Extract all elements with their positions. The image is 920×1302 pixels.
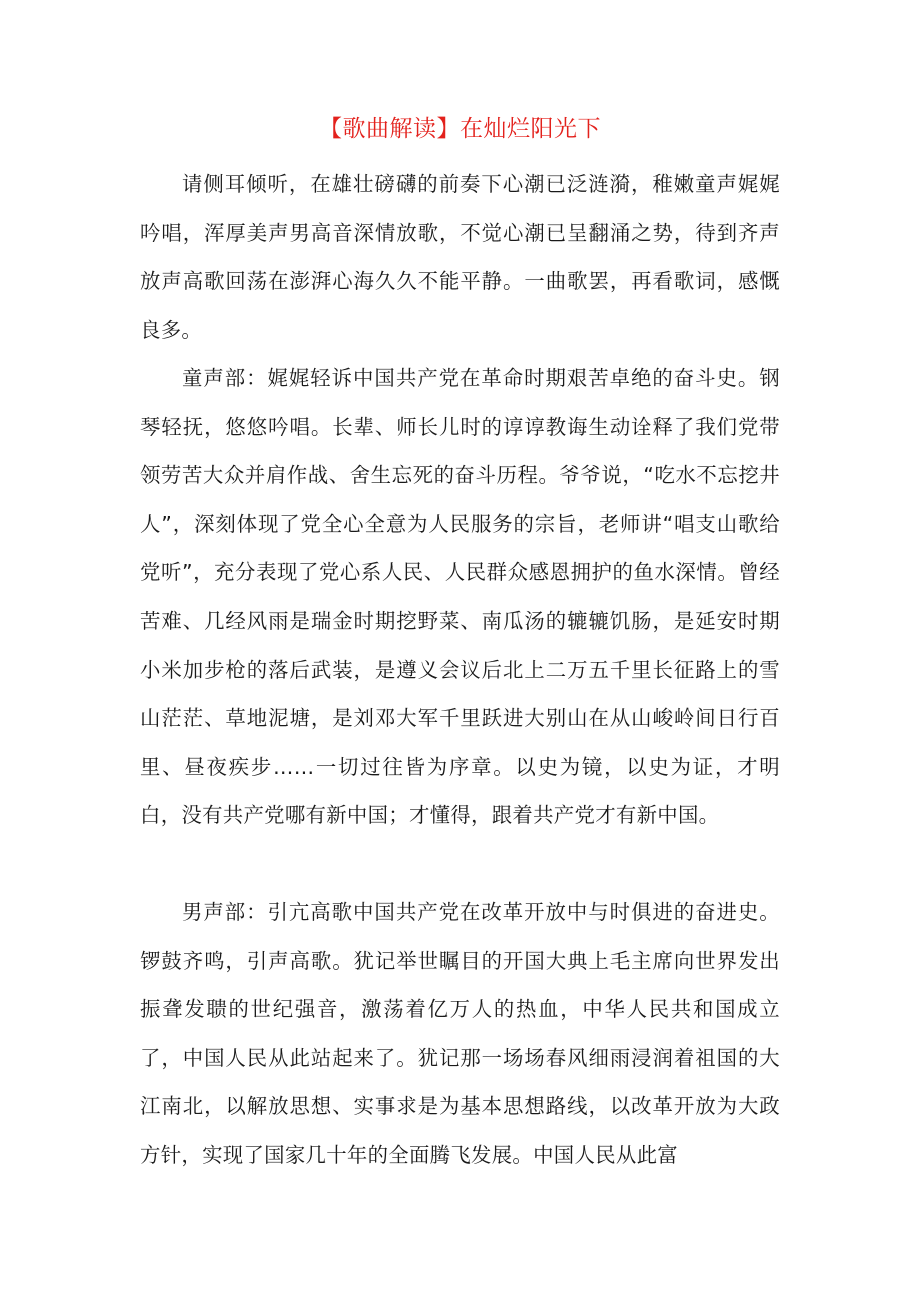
document-title: 【歌曲解读】在灿烂阳光下 — [319, 116, 601, 142]
paragraph-intro: 请侧耳倾听，在雄壮磅礴的前奏下心潮已泛涟漪，稚嫩童声娓娓吟唱，浑厚美声男高音深情放歌，不觉心潮已呈翻涌之势，待到齐声放声高歌回荡在澎湃心海久久不能平静。一曲歌罢，再看歌词，感慨良多。 — [140, 172, 780, 342]
paragraph-children-voice: 童声部：娓娓轻诉中国共产党在革命时期艰苦卓绝的奋斗史。钢琴轻抚，悠悠吟唱。长辈、师长儿时的谆谆教诲生动诠释了我们党带领劳苦大众并肩作战、舍生忘死的奋斗历程。爷爷说，“吃水不忘挖井人”，深刻体现了党全心全意为人民服务的宗旨，老师讲“唱支山歌给党听”，充分表现了党心系人民、人民群众感恩拥护的鱼水深情。曾经苦难、几经风雨是瑞金时期挖野菜、南瓜汤的辘辘饥肠，是延安时期小米加步枪的落后武装，是遵义会议后北上二万五千里长征路上的雪山茫茫、草地泥塘，是刘邓大军千里跃进大别山在从山峻岭间日行百里、昼夜疾步……一切过往皆为序章。以史为镜，以史为证，才明白，没有共产党哪有新中国；才懂得，跟着共产党才有新中国。 — [140, 366, 780, 828]
paragraph-male-voice: 男声部：引亢高歌中国共产党在改革开放中与时俱进的奋进史。锣鼓齐鸣，引声高歌。犹记举世瞩目的开国大典上毛主席向世界发出振聋发聩的世纪强音，激荡着亿万人的热血，中华人民共和国成立了，中国人民从此站起来了。犹记那一场场春风细雨浸润着祖国的大江南北，以解放思想、实事求是为基本思想路线，以改革开放为大政方针，实现了国家几十年的全面腾飞发展。中国人民从此富 — [140, 900, 780, 1167]
